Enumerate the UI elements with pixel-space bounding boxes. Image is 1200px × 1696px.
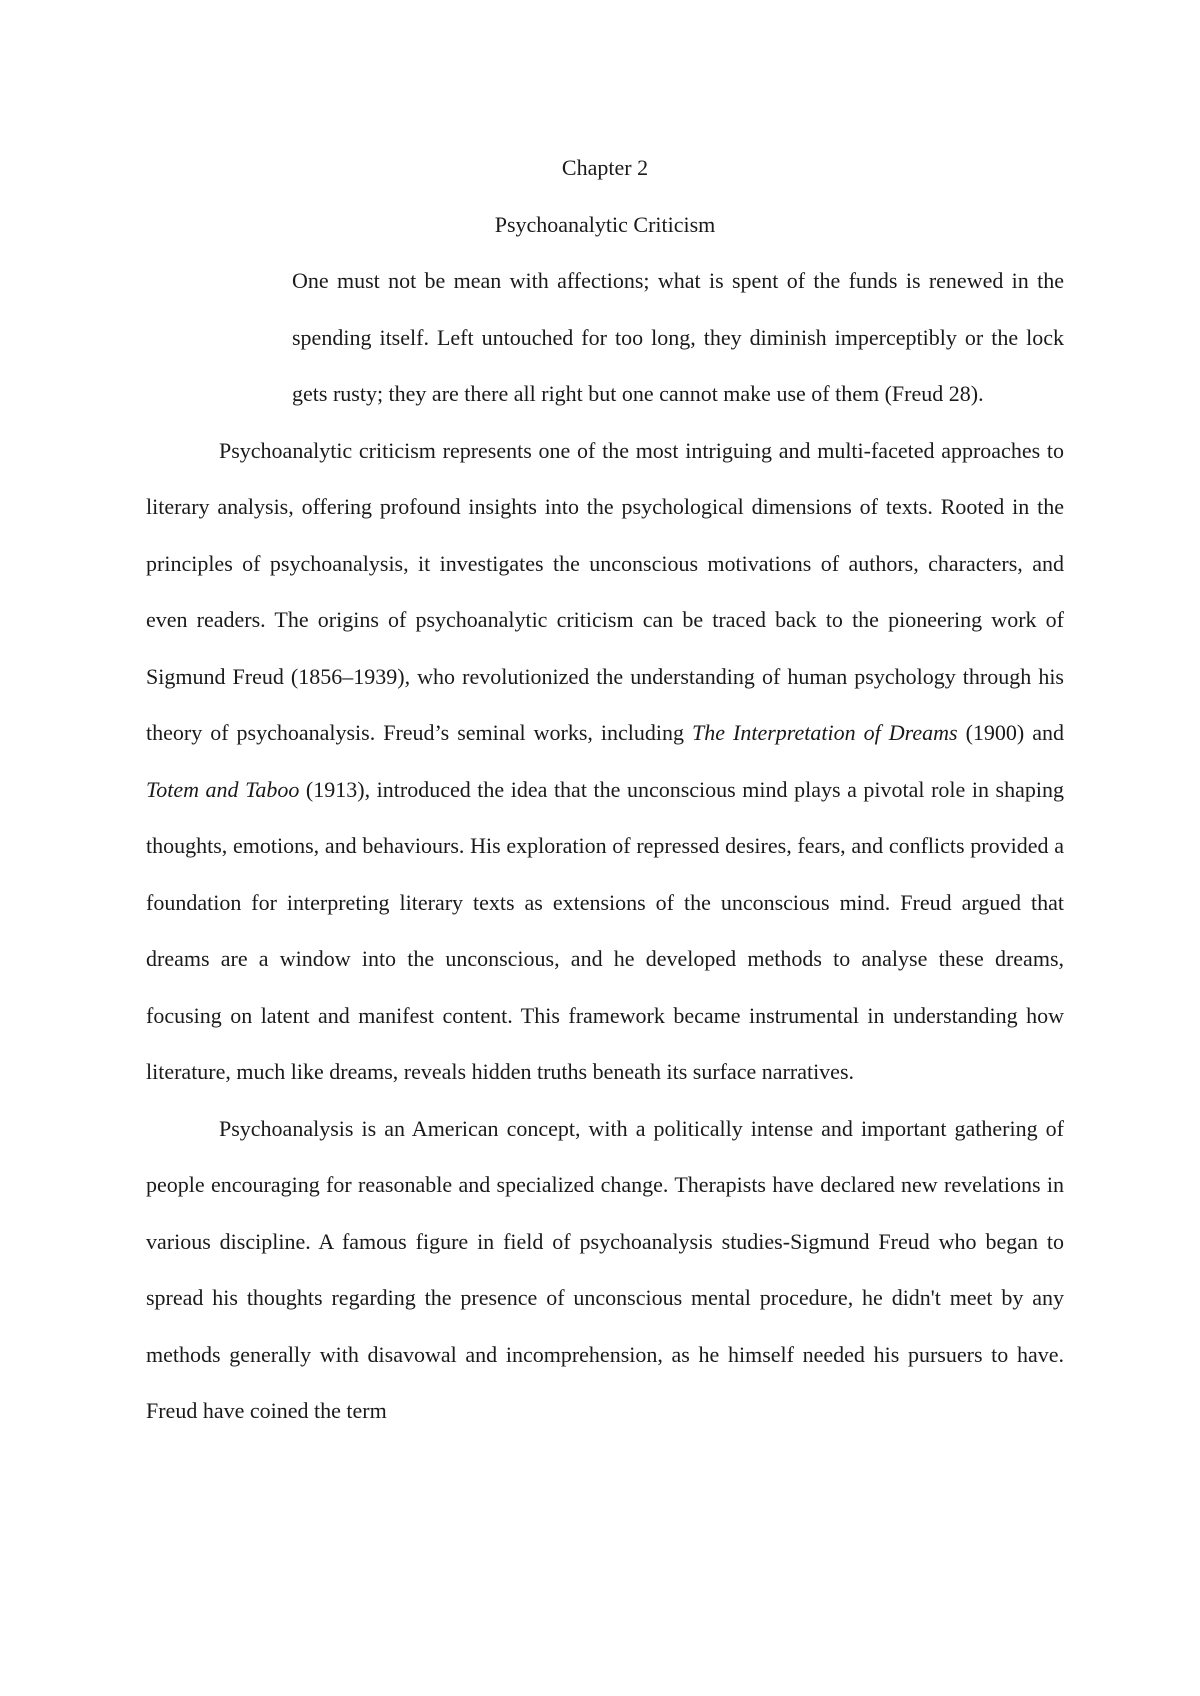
body-paragraph-1 [146, 423, 1064, 1101]
body-paragraph-2: Psychoanalysis is an American concept, with a politically intense and important gathering of people encouraging for reasonable and specialized change. Therapists have declared new revelations in various discipline. A famous figure in field of psychoanalysis studies-Sigmund Freud who began to spread his thoughts regarding the presence of unconscious mental procedure, he didn't meet by any methods generally with disavowal and incomprehension, as he himself needed his pursuers to have. Freud have coined the term [146, 1115, 1064, 1423]
paragraph-1-text-a: Psychoanalytic criticism represents one of the most intriguing and multi-faceted approaches to literary analysis, offering profound insights into the psychological dimensions of texts. Rooted in the principles of psychoanalysis, it investigates the unconscious motivations of authors, characters, and even readers. The origins of psychoanalytic criticism can be traced back to the pioneering work of Sigmund Freud (1856–1939), who revolutionized the understanding of human psychology through his theory of psychoanalysis. Freud’s seminal works, including [146, 437, 1064, 745]
chapter-title: Psychoanalytic Criticism [494, 211, 716, 237]
chapter-label: Chapter 2 [561, 155, 649, 180]
paragraph-1-text-b: (1900) and [957, 720, 1064, 745]
book-title-totem-and-taboo: Totem and Taboo [146, 776, 300, 802]
book-title-interpretation-of-dreams: The Interpretation of Dreams [692, 720, 958, 745]
document-body [146, 140, 1064, 1440]
epigraph-block-quote: One must not be mean with affections; what is spent of the funds is renewed in the spending itself. Left untouched for too long, they diminish imperceptibly or the lock gets rusty; they are there all right but one cannot make use of them (Freud 28). [292, 268, 1064, 406]
paragraph-1-text-c: (1913), introduced the idea that the unconscious mind plays a pivotal role in shaping thoughts, emotions, and behaviours. His exploration of repressed desires, fears, and conflicts provided a foundation for interpreting literary texts as extensions of the unconscious mind. Freud argued that dreams are a window into the unconscious, and he developed methods to analyse these dreams, focusing on latent and manifest content. This framework became instrumental in understanding how literature, much like dreams, reveals hidden truths beneath its surface narratives. [146, 776, 1064, 1084]
